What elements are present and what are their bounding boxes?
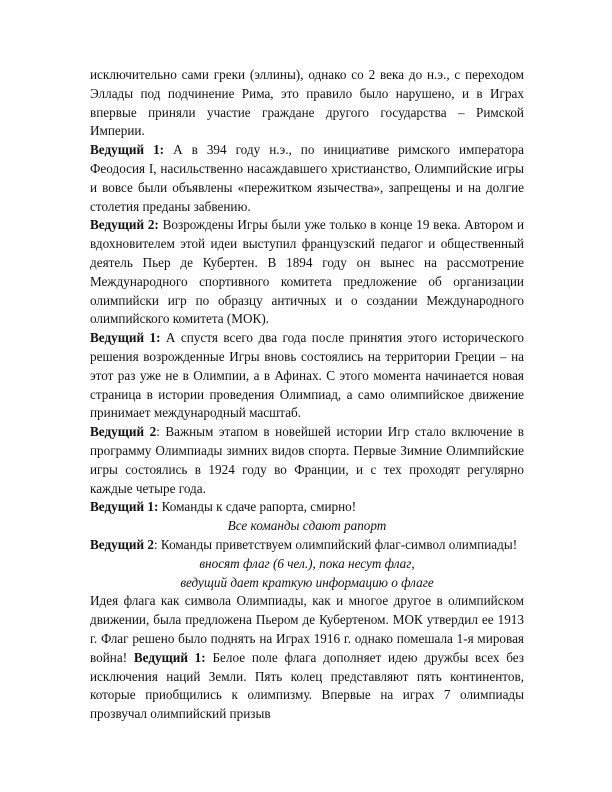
paragraph-host2-winter xyxy=(90,423,524,498)
speaker-label: Ведущий 1: xyxy=(90,330,161,346)
paragraph-host2-flag xyxy=(90,536,524,555)
paragraph-host1-theodosius xyxy=(90,141,524,216)
stage-direction-line-2: ведущий дает краткую информацию о флаге xyxy=(180,574,434,590)
paragraph-text: : Важным этапом в новейшей истории Игр стало включение в программу Олимпиады зимних видов спорта. Первые Зимние Олимпийские игры состоялись в 1924 году во Франции, и с тех проходят регулярно каждые четыре года. xyxy=(90,424,524,496)
paragraph-text: Возрождены Игры были уже только в конце 19 века. Автором и вдохновителем этой идеи выступил французский педагог и общественный деятель Пьер де Кубертен. В 1894 году он вынес на рассмотрение Международного спортивного комитета предложение об организации олимпийски игр по образцу античных и о создании Международного олимпийского комитета (МОК). xyxy=(90,217,524,327)
stage-direction-line-1: вносят флаг (6 чел.), пока несут флаг, xyxy=(199,555,415,571)
stage-direction-flag xyxy=(90,555,524,593)
speaker-label: Ведущий 1: xyxy=(90,142,165,158)
paragraph-text: : Команды приветствуем олимпийский флаг-символ олимпиады! xyxy=(153,536,518,552)
paragraph-flag-history xyxy=(90,592,524,724)
document-body xyxy=(90,66,524,724)
speaker-label: Ведущий 2 xyxy=(90,536,154,552)
speaker-label: Ведущий 2: xyxy=(90,217,159,233)
speaker-label: Ведущий 1: xyxy=(90,499,159,515)
paragraph-host2-revival xyxy=(90,216,524,329)
paragraph-text: А спустя всего два года после принятия этого исторического решения возрожденные Игры вновь состоялись на территории Греции – на этот раз уже не в Олимпии, а в Афинах. С этого момента начинается новая страница в истории проведения Олимпиад, а само олимпийское движение принимает международный масштаб. xyxy=(90,330,524,421)
speaker-label: Ведущий 2 xyxy=(90,424,157,440)
stage-direction-report xyxy=(90,517,524,536)
stage-direction-text: Все команды сдают рапорт xyxy=(227,518,387,534)
paragraph-text: А в 394 году н.э., по инициативе римского императора Феодосия I, насильственно насаждавшего христианство, Олимпийские игры и вовсе были объявлены «пережитком язычества», запрещены и на долгие столетия преданы забвению. xyxy=(90,142,524,214)
speaker-label: Ведущий 1: xyxy=(133,649,206,665)
paragraph-text: Идея флага как символа Олимпиады, как и многое другое в олимпийском движении, была предложена Пьером де Кубертеном. МОК утвердил ее 1913 г. Флаг решено было поднять на Играх 1916 г. однако помешала 1-я мировая война! xyxy=(90,593,524,665)
paragraph-intro xyxy=(90,66,524,141)
paragraph-host1-athens xyxy=(90,329,524,423)
paragraph-text: Белое поле флага дополняет идею дружбы всех без исключения наций Земли. Пять колец представляют пять континентов, которые приобщились к олимпизму. Впервые на играх 7 олимпиады прозвучал олимпийский призыв xyxy=(90,649,525,722)
paragraph-host1-report xyxy=(90,498,524,517)
paragraph-text: исключительно сами греки (эллины), однако со 2 века до н.э., с переходом Эллады под подчинение Рима, это правило было нарушено, и в Играх впервые приняли участие граждане другого государства – Римской Империи. xyxy=(90,67,524,139)
paragraph-text: Команды к сдаче рапорта, смирно! xyxy=(158,499,357,515)
